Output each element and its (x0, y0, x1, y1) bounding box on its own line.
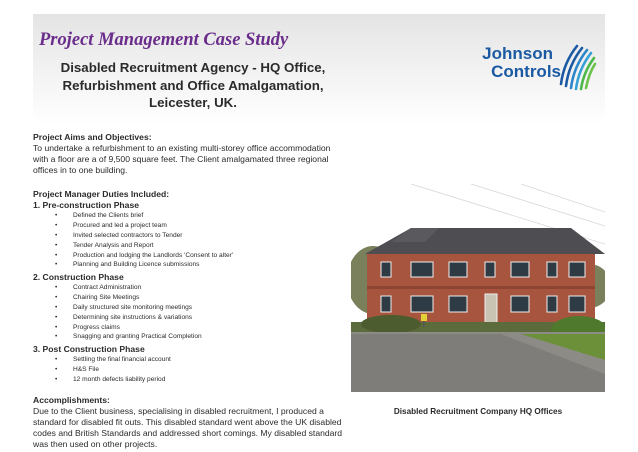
johnson-controls-logo (471, 38, 601, 98)
aims-paragraph (33, 143, 345, 176)
subtitle-line: Disabled Recruitment Agency - HQ Office, (60, 60, 326, 75)
bullet-icon: • (55, 313, 58, 321)
aims-line: To undertake a refurbishment to an existing multi-storey office accommodation (33, 143, 331, 153)
bullet-icon: • (55, 231, 58, 239)
bullet-icon: • (55, 375, 58, 383)
aims-line: with a floor are a of 9,500 square feet. The Client amalgamated three regional (33, 154, 329, 164)
bullet-icon: • (55, 251, 58, 259)
subtitle-line: Refurbishment and Office Amalgamation, (62, 77, 324, 93)
bullet-icon: • (55, 241, 58, 249)
subtitle-line: Leicester, UK. (149, 95, 237, 110)
accomplishments-line: was then used on other projects. (33, 439, 158, 449)
logo-word-johnson: Johnson (482, 44, 553, 63)
aims-heading: Project Aims and Objectives: (33, 132, 152, 142)
phase-title-post-construction: 3. Post Construction Phase (33, 344, 145, 354)
bullet-icon: • (55, 212, 58, 219)
accomplishments-line: Due to the Client business, specialising in disabled recruitment, I produced a (33, 406, 324, 416)
office-building-photo (351, 184, 605, 392)
phase-title-preconstruction: 1. Pre-construction Phase (33, 200, 140, 210)
bullet-icon: • (55, 284, 58, 291)
logo-swoosh-icon (555, 38, 597, 94)
phase-title-construction: 2. Construction Phase (33, 272, 124, 282)
bullet-icon: • (55, 293, 58, 301)
accomplishments-heading: Accomplishments: (33, 395, 110, 405)
bullet-icon: • (55, 221, 58, 229)
photo-caption: Disabled Recruitment Company HQ Offices (393, 407, 563, 416)
aims-line: offices in to one building. (33, 165, 128, 175)
logo-word-controls: Controls (491, 62, 561, 81)
duties-heading: Project Manager Duties Included: (33, 189, 170, 199)
page-title: Project Management Case Study (39, 30, 289, 50)
bullet-icon: • (55, 333, 58, 341)
project-subtitle (33, 59, 353, 112)
bullet-icon: • (55, 303, 58, 311)
accomplishments-line: standard for disabled fit outs. This disabled standard went above the UK disabled (33, 417, 342, 427)
case-study-page: Project Management Case Study Disabled Recruitment Agency - HQ Office, Refurbishment and Office Amalgamation, Leicester, UK. Johnson Controls Project Aims and Objectives: To undertake a refurbishment to an existing multi-storey office accommodation with a floor are a of 9,500 square feet. The Client amalgamated three regional offices in to one building. Project Manager Duties Included: 1. Pre-construction Phase • Defined the Clients brief • Procured and led a project team • Invited selected contractors to Tender • Tender Analysis and Report • Production and lodging the Landlords 'Consent to alter' • Planning and Building Licence submissions 2. Construction Phase • Contract Administration • Chairing Site Meetings • Daily structured site monitoring meetings • Determining site instructions & variations • Progress claims • Snagging and granting Practical Completion 3. Post Construction Phase • Settling the final financial account • H&S File • 12 month defects liability period Accomplishments: Due to the Client business, specialising in disabled recruitment, I produced a standard for disabled fit outs. This disabled standard went above the UK disabled codes and British Standards and addressed short comings. My disabled standard was then used on other projects. Disabled Recruitment Company HQ Offices (33, 14, 605, 452)
bullet-icon: • (55, 356, 58, 363)
accomplishments-line: codes and British Standards and addressed short comings. My disabled standard (33, 428, 343, 438)
accomplishments-paragraph (33, 406, 351, 450)
bullet-icon: • (55, 261, 58, 269)
office-building-image (351, 184, 605, 392)
page-header (33, 14, 605, 124)
bullet-icon: • (55, 365, 58, 373)
bullet-icon: • (55, 323, 58, 331)
